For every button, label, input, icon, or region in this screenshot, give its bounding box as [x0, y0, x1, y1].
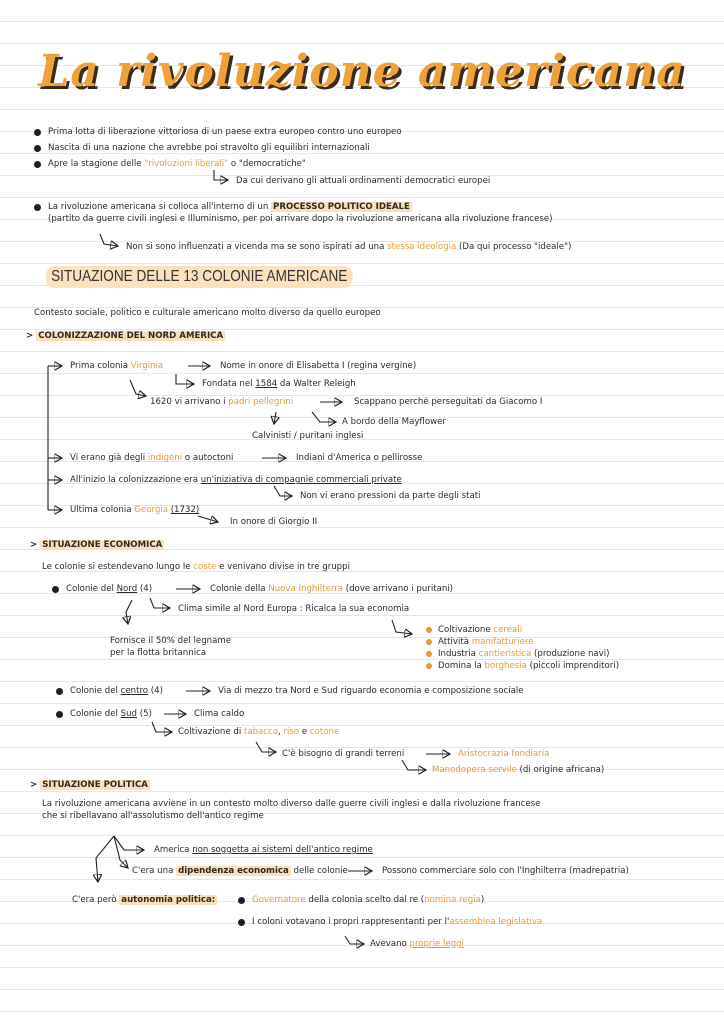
eco-centro-desc: Via di mezzo tra Nord e Sud riguardo economia e composizione sociale — [218, 686, 524, 696]
col-virginia-name: Nome in onore di Elisabetta I (regina vergine) — [220, 361, 417, 371]
eco-list-item-3: Industria cantieristica (produzione navi) — [438, 649, 610, 659]
orange-bullet-3 — [426, 651, 432, 657]
col-pilgrims-flee: Scappano perché perseguitati da Giacomo I — [354, 397, 543, 407]
orange-bullet-4 — [426, 663, 432, 669]
bullet-3 — [34, 161, 41, 168]
col-pilgrims: 1620 vi arrivano i padri pellegrini — [150, 397, 294, 407]
page-title: La rivoluzione americana — [38, 46, 686, 97]
col-no-pressure: Non vi erano pressioni da parte degli stati — [300, 491, 481, 501]
eco-sud: Colonie del Sud (5) — [70, 709, 152, 719]
eco-list-item-4: Domina la borghesia (piccoli imprenditori) — [438, 661, 620, 671]
intro-bullet-3-arrow: Da cui derivano gli attuali ordinamenti democratici europei — [236, 176, 491, 186]
pol-p2-commercio: Possono commerciare solo con l'Inghilterra (madrepatria) — [382, 866, 629, 876]
col-georgia: Ultima colonia Georgia (1732) — [70, 505, 200, 515]
pol-line-2: che si ribellavano all'assolutismo dell'antico regime — [42, 811, 264, 821]
col-companies: All'inizio la colonizzazione era un'iniziativa di compagnie commerciali private — [70, 475, 402, 485]
eco-sud-clima: Clima caldo — [194, 709, 245, 719]
section-title: SITUAZIONE DELLE 13 COLONIE AMERICANE — [46, 266, 352, 288]
intro-bullet-3: Apre la stagione delle "rivoluzioni liberali" o "democratiche" — [48, 159, 306, 169]
orange-bullet-2 — [426, 639, 432, 645]
eco-sud-terreni: C'è bisogno di grandi terreni — [282, 749, 405, 759]
intro-bullet-1: Prima lotta di liberazione vittoriosa di un paese extra europeo contro uno europeo — [48, 127, 402, 137]
pol-p3: C'era però autonomia politica: — [72, 895, 216, 905]
eco-nord: Colonie del Nord (4) — [66, 584, 153, 594]
intro-bullet-4-arrow: Non si sono influenzati a vicenda ma se sono ispirati ad una stessa ideologia (Da qui processo "ideale") — [126, 242, 572, 252]
politica-header: > SITUAZIONE POLITICA — [30, 780, 148, 790]
bullet-2 — [34, 145, 41, 152]
pol-p2: C'era una dipendenza economica delle colonie — [132, 866, 348, 876]
eco-sud-manodopera: Manodopera servile (di origine africana) — [432, 765, 605, 775]
col-calvinists: Calvinisti / puritani inglesi — [252, 431, 364, 441]
col-virginia: Prima colonia Virginia — [70, 361, 164, 371]
pol-assemblea: I coloni votavano i propri rappresentanti per l'assemblea legislativa — [252, 917, 543, 927]
col-virginia-founded: Fondata nel 1584 da Walter Releigh — [202, 379, 356, 389]
eco-nord-clima: Clima simile al Nord Europa : Ricalca la sua economia — [178, 604, 410, 614]
eco-intro: Le colonie si estendevano lungo le coste e venivano divise in tre gruppi — [42, 562, 350, 572]
bullet-assemblea — [238, 919, 245, 926]
intro-bullet-4-line2: (partito da guerre civili inglesi e Illuminismo, per poi arrivare dopo la rivoluzione americana alla rivoluzione francese) — [48, 214, 553, 224]
bullet-4 — [34, 204, 41, 211]
col-giorgio: In onore di Giorgio II — [230, 517, 318, 527]
pol-leggi: Avevano proprie leggi — [370, 939, 464, 949]
eco-nord-ne: Colonie della Nuova Inghilterra (dove arrivano i puritani) — [210, 584, 454, 594]
colonizzazione-header: > COLONIZZAZIONE DEL NORD AMERICA — [26, 331, 224, 341]
context-text: Contesto sociale, politico e culturale americano molto diverso da quello europeo — [34, 308, 381, 318]
col-indiani: Indiani d'America o pellirosse — [296, 453, 423, 463]
economica-header: > SITUAZIONE ECONOMICA — [30, 540, 163, 550]
eco-sud-aristocrazia: Aristocrazia fondiaria — [458, 749, 550, 759]
pol-governatore: Governatore della colonia scelto dal re (nomina regia) — [252, 895, 485, 905]
pol-p1: America non soggetta ai sistemi dell'antico regime — [154, 845, 373, 855]
intro-bullet-2: Nascita di una nazione che avrebbe poi stravolto gli equilibri internazionali — [48, 143, 370, 153]
col-indigeni: Vi erano già degli indigeni o autoctoni — [70, 453, 234, 463]
bullet-nord — [52, 586, 59, 593]
bullet-centro — [56, 688, 63, 695]
col-mayflower: A bordo della Mayflower — [342, 417, 446, 427]
eco-centro: Colonie del centro (4) — [70, 686, 163, 696]
eco-list-item-2: Attività manifatturiere — [438, 637, 534, 647]
eco-nord-legname-1: Fornisce il 50% del legname — [110, 636, 232, 646]
bullet-governatore — [238, 897, 245, 904]
intro-bullet-4: La rivoluzione americana si colloca all'interno di un PROCESSO POLITICO IDEALE — [48, 202, 410, 212]
pol-line-1: La rivoluzione americana avviene in un contesto molto diverso dalle guerre civili inglesi e dalla rivoluzione francese — [42, 799, 541, 809]
eco-list-item-1: Coltivazione cereali — [438, 625, 523, 635]
eco-sud-coltivazione: Coltivazione di tabacco, riso e cotone — [178, 727, 340, 737]
bullet-sud — [56, 711, 63, 718]
orange-bullet-1 — [426, 627, 432, 633]
eco-nord-legname-2: per la flotta britannica — [110, 648, 207, 658]
bullet-1 — [34, 129, 41, 136]
